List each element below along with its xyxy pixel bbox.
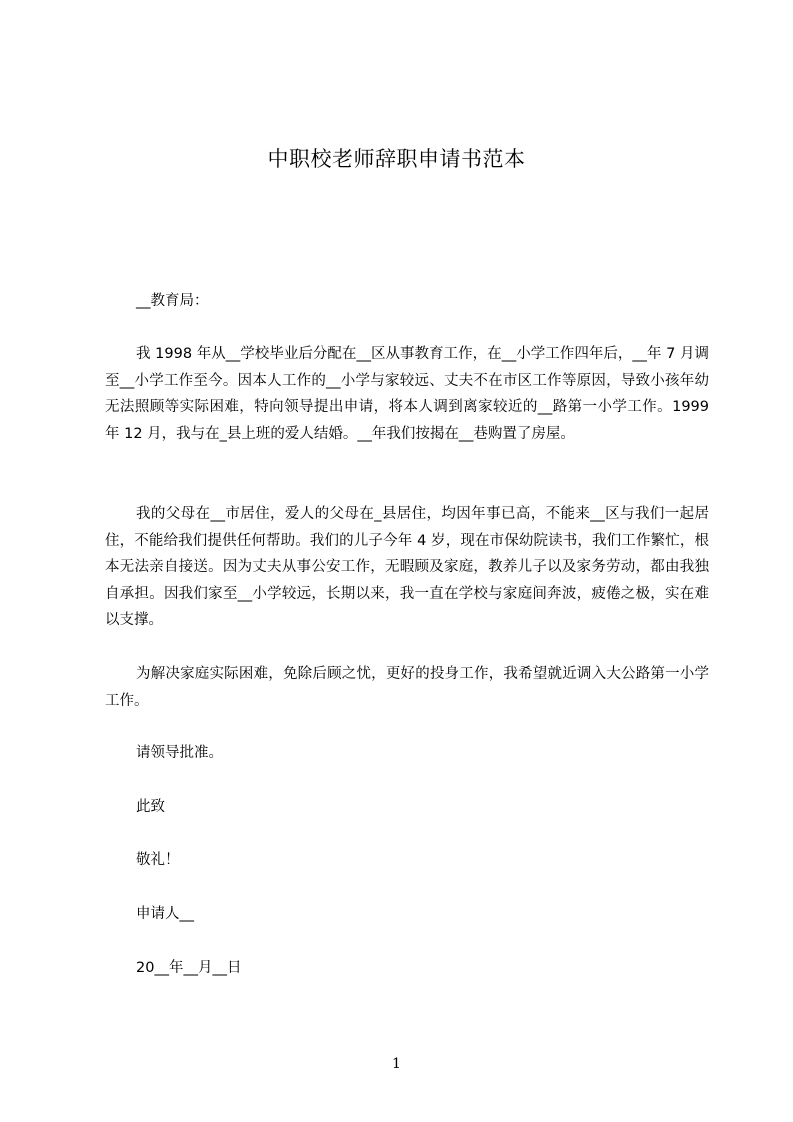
date-line: 20__年__月__日 [136,960,242,976]
paragraph-1: 我 1998 年从__学校毕业后分配在__区从事教育工作，在__小学工作四年后，__年 7 月调至__小学工作至今。因本人工作的__小学与家较远、丈夫不在市区工作等原因，导致小孩年幼无法照顾等实际困难，特向领导提出申请，将本人调到离家较近的__路第一小学工作。1999 年 12 月，我与在_县上班的爱人结婚。__年我们按揭在__巷购置了房屋。 [105,346,709,442]
paragraph-2: 我的父母在__市居住，爱人的父母在_县居住，均因年事已高，不能来__区与我们一起居住，不能给我们提供任何帮助。我们的儿子今年 4 岁，现在市保幼院读书，我们工作繁忙，根本无法亲自接送。因为丈夫从事公安工作，无暇顾及家庭，教养儿子以及家务劳动，都由我独自承担。因我们家至__小学较远，长期以来，我一直在学校与家庭间奔波，疲倦之极，实在难以支撑。 [105,506,709,628]
closing-line-1: 此致 [136,799,165,815]
salutation: __教育局： [136,293,209,309]
document-title: 中职校老师辞职申请书范本 [267,147,526,171]
closing-line-2: 敬礼！ [136,852,180,868]
request-line: 请领导批准。 [136,745,223,761]
paragraph-3: 为解决家庭实际困难，免除后顾之忧，更好的投身工作，我希望就近调入大公路第一小学工作。 [105,666,709,709]
applicant-line: 申请人__ [136,906,194,922]
page-number: 1 [392,1056,401,1072]
